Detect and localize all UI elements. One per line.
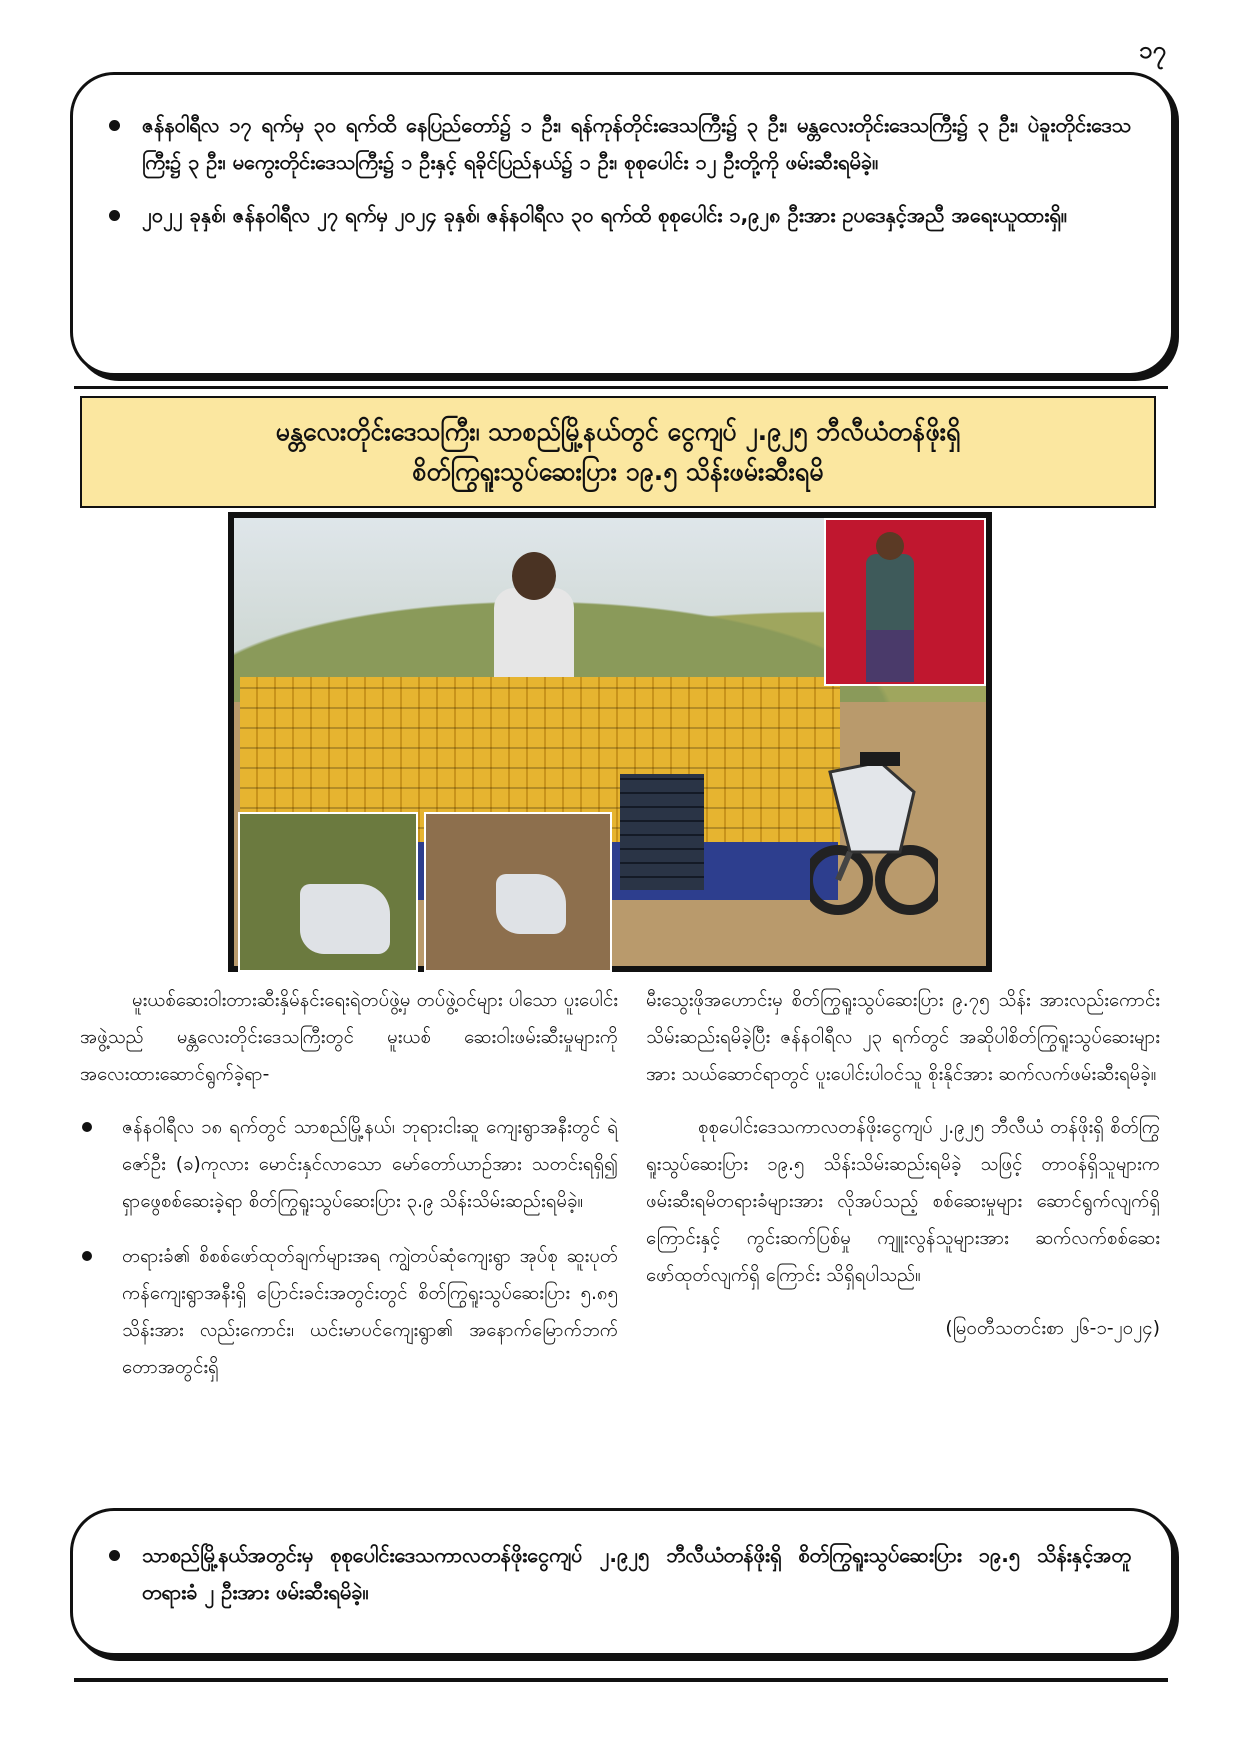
article-left-column	[80, 982, 618, 1404]
summary-bullet-text: ၂၀၂၂ ခုနှစ်၊ ဇန်နဝါရီလ ၂၇ ရက်မှ ၂၀၂၄ ခုနှစ်၊ ဇန်နဝါရီလ ၃၀ ရက်ထိ စုစုပေါင်း ၁,၉၂၈ ဦးအား ဥပဒေနှင့်အညီ အရေးယူထားရှိ။	[142, 203, 1067, 227]
bullet-dot	[109, 1550, 120, 1561]
summary-bullet	[103, 197, 1131, 234]
sack-image	[496, 874, 566, 934]
summary-box-bottom	[70, 1508, 1174, 1656]
divider-bottom	[74, 1678, 1168, 1682]
headline-line-1: မန္တလေးတိုင်းဒေသကြီး၊ သာစည်မြို့နယ်တွင် ငွေကျပ် ၂.၉၂၅ ဘီလီယံတန်ဖိုးရှိ	[275, 417, 961, 446]
inset-suspect-head	[876, 532, 904, 560]
suspect-figure	[494, 588, 574, 684]
bullet-dot	[109, 210, 120, 221]
article-bullet-text: ဇန်နဝါရီလ ၁၈ ရက်တွင် သာစည်မြို့နယ်၊ ဘုရားငါးဆူ ကျေးရွာအနီးတွင် ရဲဇော်ဦး (ခ)ကုလား မောင်းနှင်လာသော မော်တော်ယာဉ်အား သတင်းရရှိ၍ ရှာဖွေစစ်ဆေးခဲ့ရာ စိတ်ကြွရူးသွပ်ဆေးပြား ၃.၉ သိန်းသိမ်းဆည်းရမိခဲ့။	[122, 1117, 618, 1212]
summary-bullet	[103, 1537, 1131, 1611]
article-bullet-text: တရားခံ၏ စိစစ်ဖော်ထုတ်ချက်များအရ ကျွဲတပ်ဆုံကျေးရွာ အုပ်စု ဆူးပုတ်ကန်ကျေးရွာအနီးရှိ ပြောင်းခင်းအတွင်းတွင် စိတ်ကြွရူးသွပ်ဆေးပြား ၅.၈၅ သိန်းအား လည်းကောင်း၊ ယင်းမာပင်ကျေးရွာ၏ အနောက်မြောက်ဘက်တောအတွင်းရှိ	[122, 1246, 618, 1378]
inset-suspect-longyi	[866, 630, 914, 682]
summary-bullet	[103, 107, 1131, 181]
headline-banner	[80, 396, 1156, 508]
sack-image	[300, 884, 390, 954]
summary-box-top	[70, 72, 1174, 376]
article-bullet	[80, 1238, 618, 1386]
inset-suspect-body	[866, 554, 914, 634]
article-right-column	[646, 982, 1160, 1363]
bullet-dot	[109, 120, 120, 131]
article-source: (မြဝတီသတင်းစာ ၂၆-၁-၂၀၂၄)	[945, 1318, 1160, 1339]
inset-field-photo	[238, 812, 418, 972]
divider-top	[74, 386, 1168, 389]
article-bullet	[80, 1109, 618, 1220]
headline-line-2: စိတ်ကြွရူးသွပ်ဆေးပြား ၁၉.၅ သိန်းဖမ်းဆီးရမိ	[412, 457, 824, 486]
inset-suspect-photo	[824, 518, 986, 686]
suspect-head	[512, 552, 556, 600]
article-paragraph: စုစုပေါင်းဒေသကာလတန်ဖိုးငွေကျပ် ၂.၉၂၅ ဘီလီယံ တန်ဖိုးရှိ စိတ်ကြွရူးသွပ်ဆေးပြား ၁၉.၅ သိန်းသိမ်းဆည်းရမိခဲ့ သဖြင့် တာဝန်ရှိသူများက ဖမ်းဆီးရမိတရားခံများအား လိုအပ်သည့် စစ်ဆေးမှုများ ဆောင်ရွက်လျက်ရှိကြောင်းနှင့် ကွင်းဆက်ပြစ်မှု ကျူးလွန်သူများအား ဆက်လက်စစ်ဆေးဖော်ထုတ်လျက်ရှိ ကြောင်း သိရှိရပါသည်။	[646, 1117, 1160, 1286]
bullet-dot	[82, 1251, 92, 1261]
page-number: ၁၇	[1139, 36, 1166, 64]
article-paragraph: မီးသွေးဖိုအဟောင်းမှ စိတ်ကြွရူးသွပ်ဆေးပြား ၉.၇၅ သိန်း အားလည်းကောင်း သိမ်းဆည်းရမိခဲ့ပြီး ဇန်နဝါရီလ ၂၃ ရက်တွင် အဆိုပါစိတ်ကြွရူးသွပ်ဆေးများအား သယ်ဆောင်ရာတွင် ပူးပေါင်းပါဝင်သူ စိုးနိုင်အား ဆက်လက်ဖမ်းဆီးရမိခဲ့။	[646, 990, 1160, 1085]
bag-stack	[620, 774, 704, 890]
article-intro: မူးယစ်ဆေးဝါးတားဆီးနှိမ်နင်းရေးရဲတပ်ဖွဲ့မှ တပ်ဖွဲ့ဝင်များ ပါသော ပူးပေါင်းအဖွဲ့သည် မန္တလေးတိုင်းဒေသကြီးတွင် မူးယစ် ဆေးဝါးဖမ်းဆီးမှုများကို အလေးထားဆောင်ရွက်ခဲ့ရာ-	[80, 990, 618, 1085]
bullet-dot	[82, 1122, 92, 1132]
summary-bullet-text: သာစည်မြို့နယ်အတွင်းမှ စုစုပေါင်းဒေသကာလတန်ဖိုးငွေကျပ် ၂.၉၂၅ ဘီလီယံတန်ဖိုးရှိ စိတ်ကြွရူးသွပ်ဆေးပြား ၁၉.၅ သိန်းနှင့်အတူ တရားခံ ၂ ဦးအား ဖမ်းဆီးရမိခဲ့။	[142, 1543, 1131, 1604]
inset-pit-photo	[424, 812, 612, 972]
summary-bullet-text: ဇန်နဝါရီလ ၁၇ ရက်မှ ၃၀ ရက်ထိ နေပြည်တော်၌ ၁ ဦး၊ ရန်ကုန်တိုင်းဒေသကြီး၌ ၃ ဦး၊ မန္တလေးတိုင်းဒေသကြီး၌ ၃ ဦး၊ ပဲခူးတိုင်းဒေသကြီး၌ ၃ ဦး၊ မကွေးတိုင်းဒေသကြီး၌ ၁ ဦးနှင့် ရခိုင်ပြည်နယ်၌ ၁ ဦး၊ စုစုပေါင်း ၁၂ ဦးတို့ကို ဖမ်းဆီးရမိခဲ့။	[142, 113, 1131, 174]
seizure-photo	[228, 512, 992, 972]
motorcycle-image	[810, 732, 938, 922]
